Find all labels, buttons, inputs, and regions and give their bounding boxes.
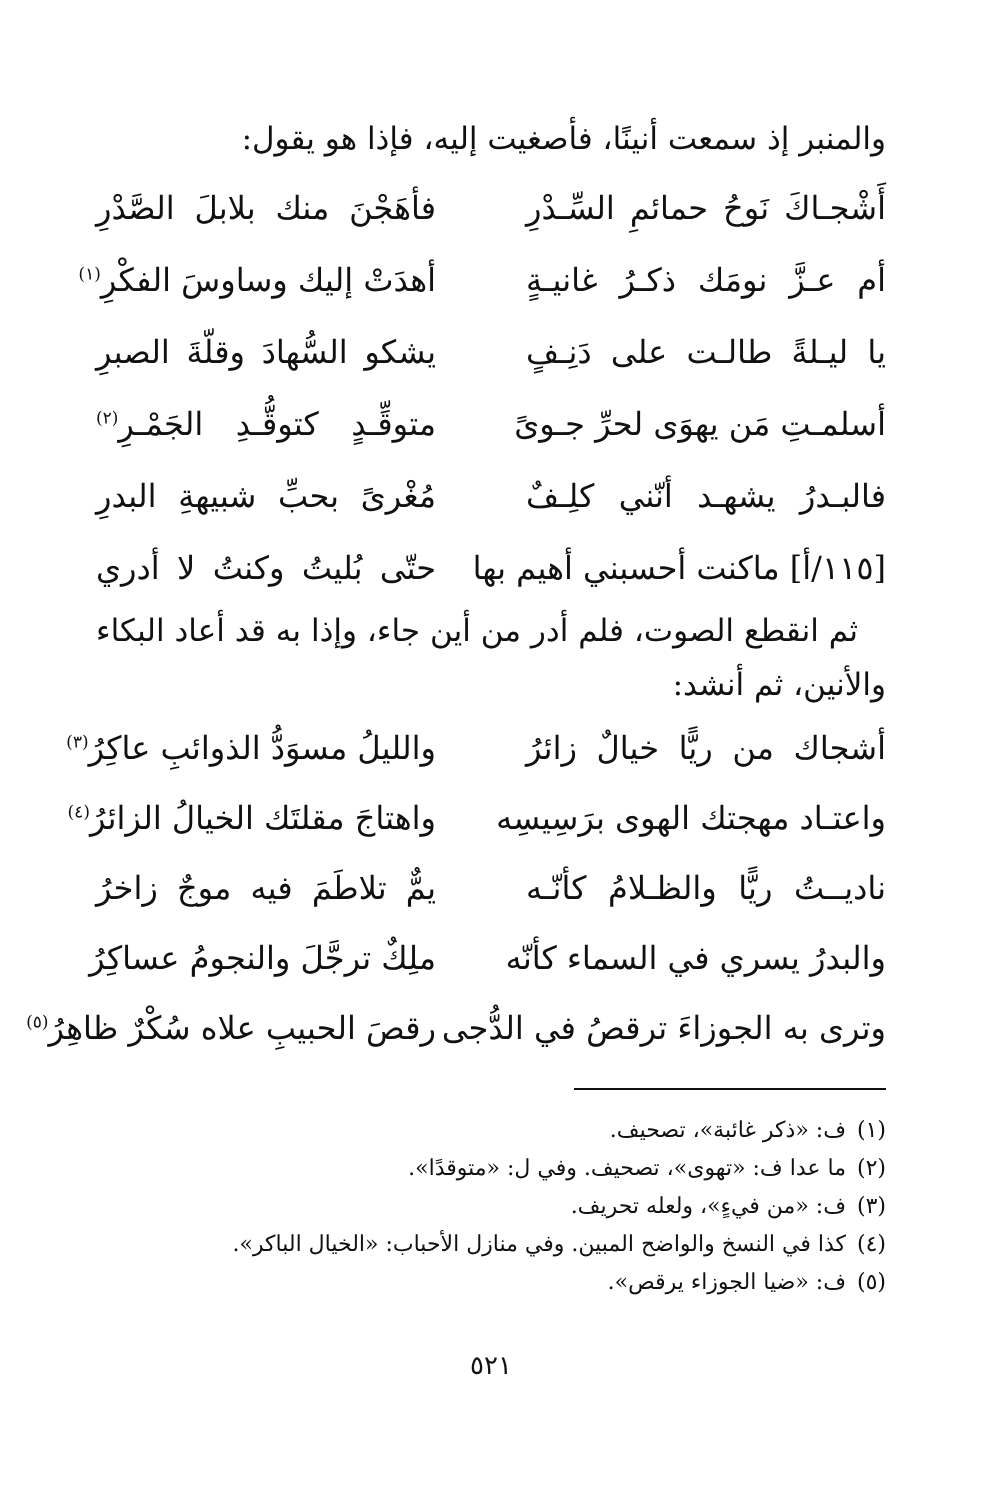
footnote-item [96,1112,886,1150]
footnotes [96,1112,886,1302]
verse-second-text: مُغْرىً بحبِّ شبيهةِ البدرِ [96,477,436,515]
verse-line [96,316,886,388]
verse-line [89,922,886,994]
verse-first-hemistich: واعتـاد مهجتك الهوى برَسِيسِه [496,799,886,837]
verse-second-hemistich [96,388,436,460]
verse-first-hemistich: أم عـزَّ نومَك ذكـرُ غانيـةٍ [526,261,886,299]
verse-line [96,852,886,924]
verse-second-hemistich [96,460,436,532]
verse-line [96,388,886,460]
footnote-text: ف: «ضيا الجوزاء يرقص». [607,1270,846,1295]
verse-second-hemistich [66,712,436,784]
intro-paragraph: والمنبر إذ سمعت أنينًا، فأصغيت إليه، فإذا هو يقول: [241,121,886,157]
footnote-number: (٣) [856,1194,886,1219]
verse-line [66,712,886,784]
verse-second-text: أهدَتْ إليك وساوسَ الفكْرِ [100,261,436,299]
verse-first-hemistich: [١١٥/أ] ماكنت أحسبني أهيم بها [472,549,886,587]
verse-first-hemistich: ناديــتُ ريًّا والظـلامُ كأنّـه [526,869,886,907]
verse-first-hemistich: أَشْجـاكَ نَوحُ حمائمِ السِّـدْرِ [526,189,886,227]
footnote-item [96,1264,886,1302]
verse-second-text: حتّى بُليتُ وكنتُ لا أدري [96,549,436,587]
footnote-marker: (٣) [66,732,89,753]
footnote-number: (٤) [856,1232,886,1257]
verse-line [96,460,886,532]
verse-first-hemistich: والبدرُ يسري في السماء كأنّه [505,939,886,977]
verse-second-text: ملِكٌ ترجَّلَ والنجومُ عساكِرُ [89,939,436,977]
footnote-text: ف: «من فيءٍ»، ولعله تحريف. [570,1194,846,1219]
footnote-number: (١) [856,1118,886,1143]
verse-second-text: والليلُ مسوَدُّ الذوائبِ عاكِرُ [88,729,436,767]
middle-paragraph: ثم انقطع الصوت، فلم أدر من أين جاء، وإذا به قد أعاد البكاء والأنين، ثم أنشد: [96,613,886,703]
verse-second-text: متوقِّـدٍ كتوقُّـدِ الجَمْـرِ [118,405,436,443]
footnote-marker: (٤) [67,802,90,823]
verse-second-text: رقصَ الحبيبِ علاه سُكْرٌ ظاهِرُ [48,1009,436,1047]
verse-line [26,992,886,1064]
verse-second-text: واهتاجَ مقلتَك الخيالُ الزائرُ [89,799,436,837]
verse-second-text: يمٌّ تلاطَمَ فيه موجٌ زاخرُ [96,869,436,907]
verse-second-hemistich [89,922,436,994]
footnote-text: ف: «ذكر غائبة»، تصحيف. [609,1118,846,1143]
verse-line [96,532,886,604]
footnote-separator [574,1088,886,1090]
footnote-item [96,1150,886,1188]
verse-second-hemistich [96,316,436,388]
footnote-marker: (٢) [96,408,119,429]
footnote-item [96,1188,886,1226]
footnote-text: ما عدا ف: «تهوى»، تصحيف. وفي ل: «متوقدًا». [408,1156,846,1181]
footnote-marker: (١) [78,264,101,285]
page-number: ٥٢١ [470,1351,512,1381]
verse-second-hemistich [96,852,436,924]
verse-line [78,244,886,316]
verse-first-hemistich: يا ليـلةً طالـت على دَنِـفٍ [526,333,886,371]
verse-second-text: يشكو السُّهادَ وقلّةَ الصبرِ [96,333,436,371]
footnote-text: كذا في النسخ والواضح المبين. وفي منازل الأحباب: «الخيال الباكر». [232,1232,846,1257]
verse-second-hemistich [96,532,436,604]
verse-second-hemistich [96,172,436,244]
verse-line [67,782,886,854]
verse-second-hemistich [78,244,436,316]
verse-first-hemistich: أسلمـتِ مَن يهوَى لحرِّ جـوىً [514,405,886,443]
verse-first-hemistich: أشجاك من ريًّا خيالٌ زائرُ [526,729,886,767]
verse-line [96,172,886,244]
footnote-marker: (٥) [26,1012,49,1033]
footnote-number: (٢) [856,1156,886,1181]
verse-first-hemistich: وترى به الجوزاءَ ترقصُ في الدُّجى [441,1009,886,1047]
verse-second-text: فأهَجْنَ منك بلابلَ الصَّدْرِ [96,189,436,227]
verse-first-hemistich: فالبـدرُ يشهـد أنّني كلِـفٌ [526,477,886,515]
footnote-item [96,1226,886,1264]
verse-second-hemistich [26,992,436,1064]
footnote-number: (٥) [856,1270,886,1295]
verse-second-hemistich [67,782,436,854]
